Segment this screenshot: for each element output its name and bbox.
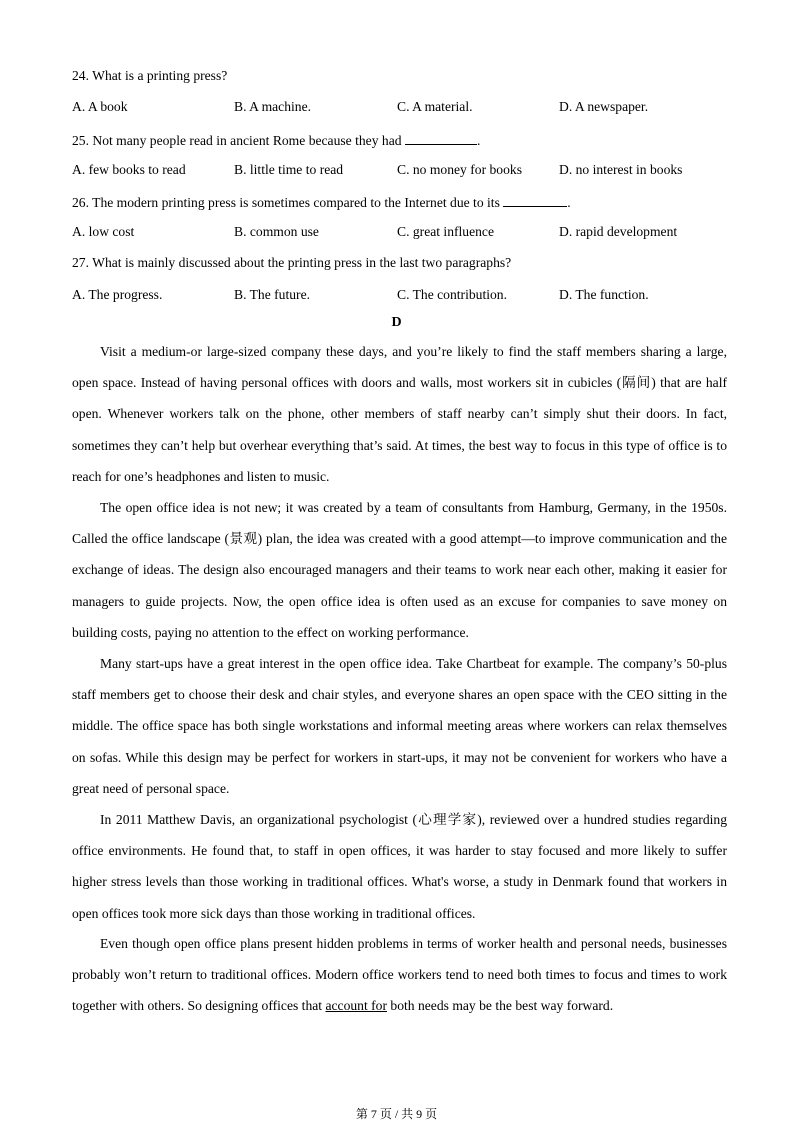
question-24-option-a: A. A book [72,99,128,114]
question-26-option-a: A. low cost [72,224,135,239]
answer-blank [503,192,567,207]
question-27-option-d: D. The function. [559,287,649,302]
question-27-option-b: B. The future. [234,287,311,302]
section-title: D [391,315,402,330]
underlined-phrase: account for [325,998,387,1014]
question-26-option-b: B. common use [234,224,319,239]
question-27-option-a: A. The progress. [72,287,163,302]
passage-paragraph-1: Visit a medium-or large-sized company these days, and you’re likely to find the staff members sharing a large, open space. Instead of having personal offices with doors and walls, most workers sit in cubicles (隔间) that are half open. Whenever workers talk on the phone, other members of staff nearby can’t simply shut their doors. In fact, sometimes they can’t help but overhear everything that’s said. At times, the best way to focus in this type of office is to reach for one’s headphones and listen to music. [72,344,727,484]
passage-paragraph-3: Many start-ups have a great interest in the open office idea. Take Chartbeat for example. The company’s 50-plus staff members get to choose their desk and chair styles, and everyone shares an open space with the CEO sitting in the middle. The office space has both single workstations and informal meeting areas where workers can relax themselves on sofas. While this design may be perfect for workers in start-ups, it may not be convenient for workers who have a great need of personal space. [72,656,727,796]
question-24-option-c: C. A material. [397,99,473,114]
question-25-stem [72,130,480,150]
paragraph-5-end: both needs may be the best way forward. [390,998,614,1014]
passage-paragraph-2: The open office idea is not new; it was created by a team of consultants from Hamburg, Germany, in the 1950s. Called the office landscape (景观) plan, the idea was created with a good attempt—to improve communication and the exchange of ideas. The design also encouraged managers and their teams to work near each other, making it easier for managers to guide projects. Now, the open office idea is often used as an excuse for companies to save money on building costs, paying no attention to the effect on working performance. [72,500,727,640]
question-26-option-c: C. great influence [397,224,495,239]
question-24-stem: 24. What is a printing press? [72,68,228,83]
question-25-stem-end: . [476,133,481,148]
question-26-option-d: D. rapid development [559,224,678,239]
question-26-stem [72,192,571,212]
question-25-option-d: D. no interest in books [559,162,683,177]
question-26-stem-text: 26. The modern printing press is sometimes compared to the Internet due to its [72,195,500,210]
question-27-stem: 27. What is mainly discussed about the printing press in the last two paragraphs? [72,255,512,270]
question-25-option-c: C. no money for books [397,162,522,177]
question-25-option-b: B. little time to read [234,162,344,177]
answer-blank [405,130,477,145]
passage-paragraph-4: In 2011 Matthew Davis, an organizational psychologist (心理学家), reviewed over a hundred studies regarding office environments. He found that, to staff in open offices, it was harder to stay focused and more likely to suffer higher stress levels than those working in traditional offices. What's worse, a study in Denmark found that workers in open offices took more sick days than those working in traditional offices. [72,812,727,921]
paragraph-5-text: Even though open office plans present hidden problems in terms of worker health and personal needs, businesses probably won’t return to traditional offices. Modern office workers tend to need both times to focus and times to work together with others. So designing offices that [72,936,727,1014]
passage-paragraph-5 [72,928,727,1022]
question-25-option-a: A. few books to read [72,162,186,177]
question-26-stem-end: . [567,195,571,210]
question-24-option-b: B. A machine. [234,99,312,114]
question-25-stem-text: 25. Not many people read in ancient Rome because they had [72,133,402,148]
page-footer: 第 7 页 / 共 9 页 [355,1107,438,1121]
question-24-option-d: D. A newspaper. [559,99,649,114]
question-27-option-c: C. The contribution. [397,287,507,302]
